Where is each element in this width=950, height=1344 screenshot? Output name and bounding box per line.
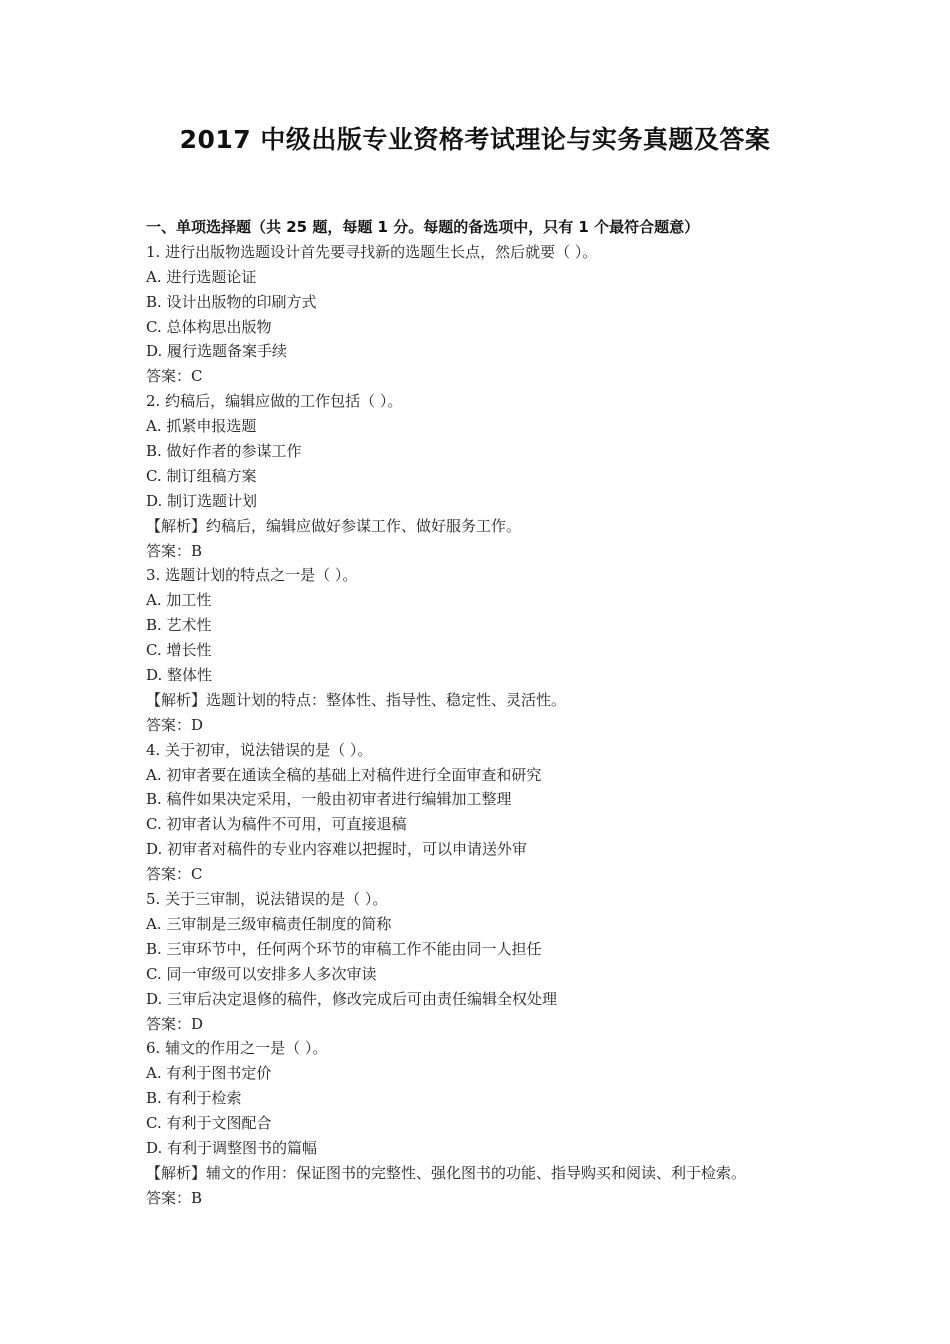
text-line: 【解析】辅文的作用：保证图书的完整性、强化图书的功能、指导购买和阅读、利于检索。 [146, 1163, 747, 1182]
text-line: 6. 辅文的作用之一是（ ）。 [146, 1039, 328, 1058]
text-line: 答案：D [146, 715, 204, 734]
document-body [146, 215, 846, 1211]
text-line: C. 同一审级可以安排多人多次审读 [146, 964, 377, 983]
text-line: C. 初审者认为稿件不可用，可直接退稿 [146, 815, 407, 834]
text-line: C. 制订组稿方案 [146, 466, 257, 485]
text-line: B. 设计出版物的印刷方式 [146, 292, 317, 311]
text-line: 4. 关于初审，说法错误的是（ ）。 [146, 740, 373, 759]
text-line: D. 有利于调整图书的篇幅 [146, 1138, 318, 1157]
text-line: 3. 选题计划的特点之一是（ ）。 [146, 566, 358, 585]
text-line: 答案：B [146, 1188, 203, 1207]
text-line: B. 艺术性 [146, 616, 212, 635]
text-line: 答案：D [146, 1014, 204, 1033]
text-line: 2. 约稿后，编辑应做的工作包括（ ）。 [146, 392, 403, 411]
text-line: A. 三审制是三级审稿责任制度的简称 [146, 914, 392, 933]
text-line: A. 抓紧申报选题 [146, 417, 257, 436]
text-line: A. 进行选题论证 [146, 267, 257, 286]
text-line: B. 有利于检索 [146, 1089, 242, 1108]
text-line: D. 三审后决定退修的稿件，修改完成后可由责任编辑全权处理 [146, 989, 558, 1008]
document-title: 2017 中级出版专业资格考试理论与实务真题及答案 [179, 125, 771, 154]
text-line: 【解析】选题计划的特点：整体性、指导性、稳定性、灵活性。 [146, 690, 567, 709]
text-line: 1. 进行出版物选题设计首先要寻找新的选题生长点，然后就要（ ）。 [146, 242, 598, 261]
text-line: B. 三审环节中，任何两个环节的审稿工作不能由同一人担任 [146, 939, 542, 958]
text-line: B. 做好作者的参谋工作 [146, 442, 302, 461]
section-heading: 一、单项选择题（共 25 题，每题 1 分。每题的备选项中，只有 1 个最符合题意） [146, 218, 700, 236]
text-line: A. 有利于图书定价 [146, 1064, 272, 1083]
text-line: C. 总体构思出版物 [146, 317, 272, 336]
text-line: D. 初审者对稿件的专业内容难以把握时，可以申请送外审 [146, 840, 528, 859]
text-line: 答案：B [146, 541, 203, 560]
text-line: B. 稿件如果决定采用，一般由初审者进行编辑加工整理 [146, 790, 512, 809]
question-list [146, 240, 846, 1211]
text-line: C. 有利于文图配合 [146, 1114, 272, 1133]
text-line: 答案：C [146, 367, 203, 386]
text-line: A. 初审者要在通读全稿的基础上对稿件进行全面审查和研究 [146, 765, 542, 784]
text-line: C. 增长性 [146, 641, 212, 660]
text-line: 【解析】约稿后，编辑应做好参谋工作、做好服务工作。 [146, 516, 522, 535]
text-line: 答案：C [146, 865, 203, 884]
text-line: D. 履行选题备案手续 [146, 342, 288, 361]
text-line: A. 加工性 [146, 591, 212, 610]
text-line: 5. 关于三审制，说法错误的是（ ）。 [146, 890, 388, 909]
text-line: D. 制订选题计划 [146, 491, 258, 510]
text-line: D. 整体性 [146, 666, 213, 685]
